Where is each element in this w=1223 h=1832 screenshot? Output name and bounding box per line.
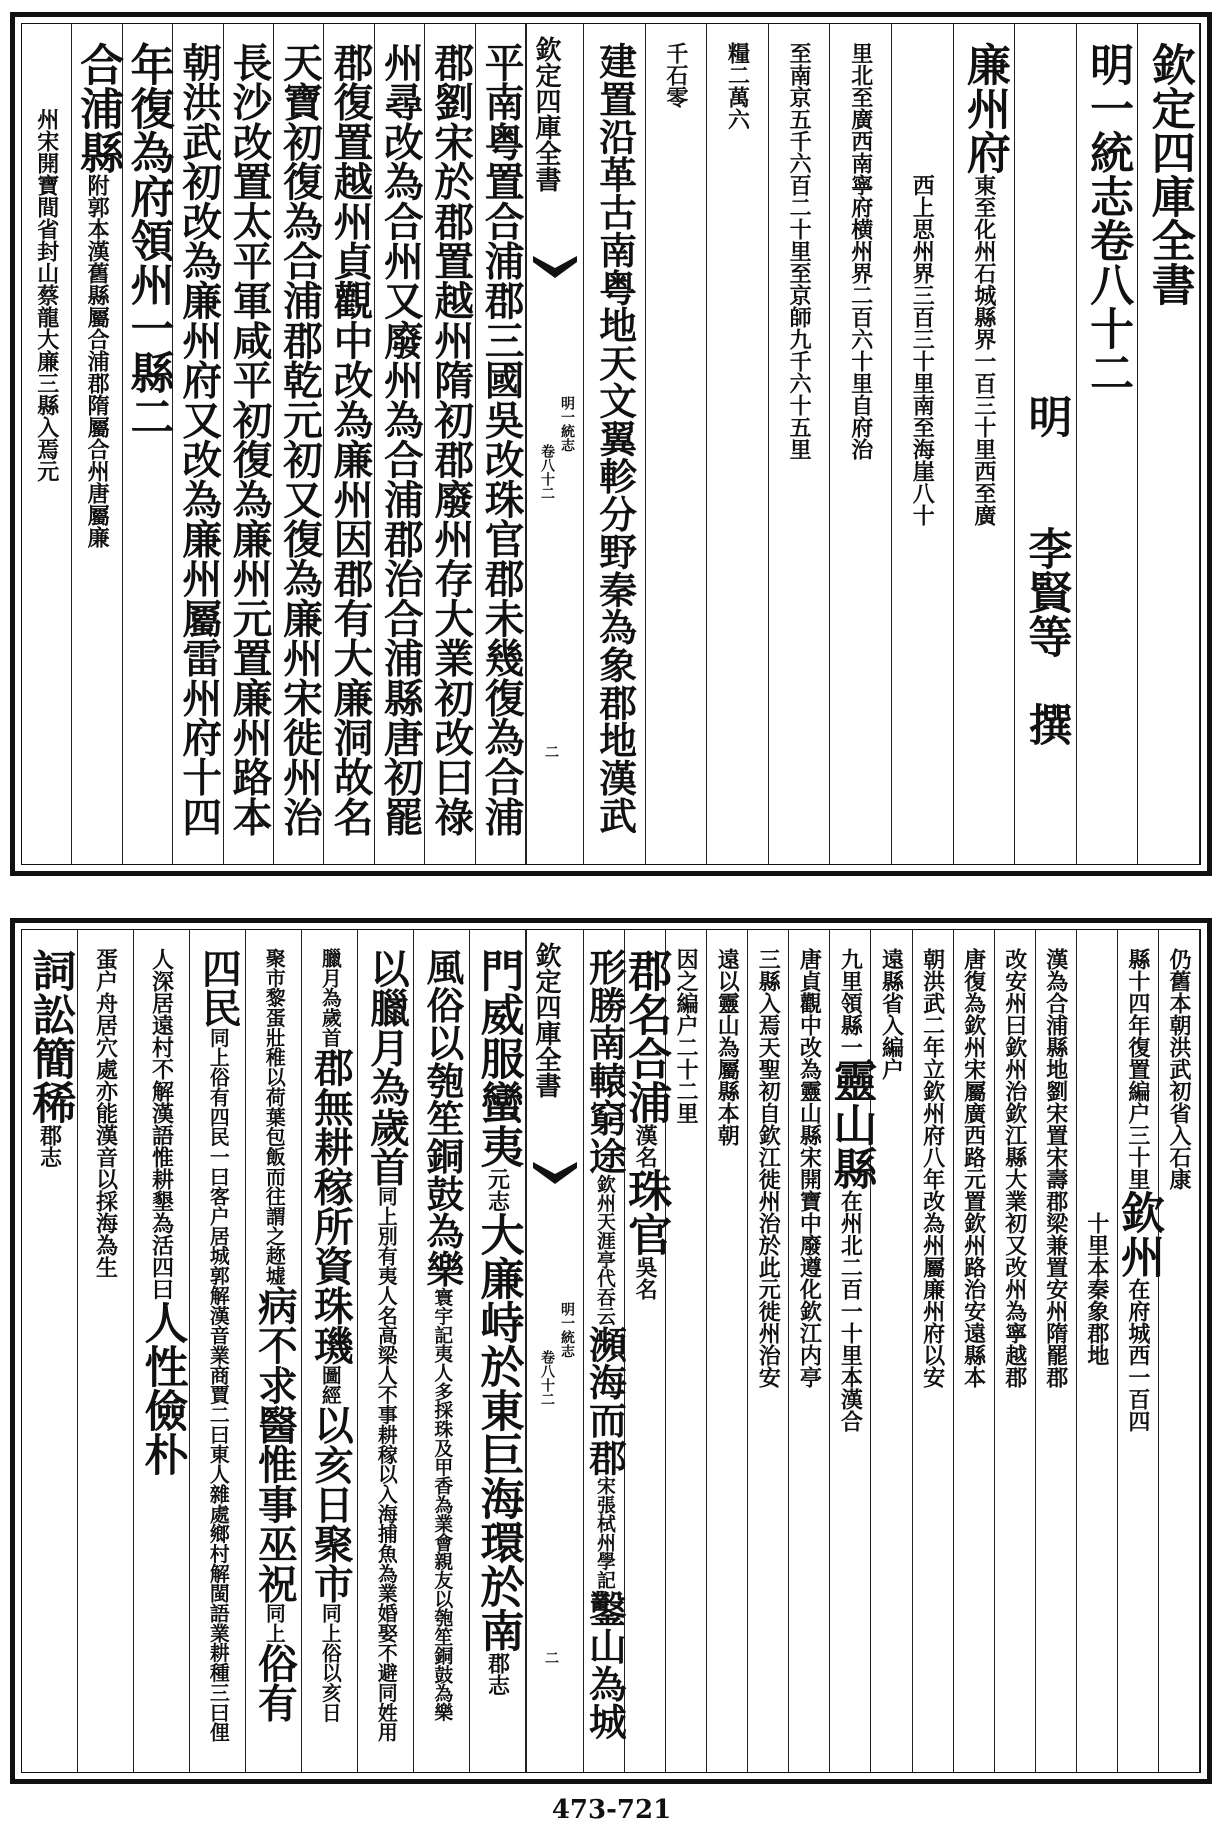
annotation-text: 十里本秦象郡地 <box>1083 948 1110 1366</box>
annotation-text: 欽州天涯亭代吞云 <box>593 1174 616 1326</box>
main-text: 俗有 <box>251 1642 298 1723</box>
main-text: 天寶初復為合浦郡乾元初又復為廉州宋徙州治 <box>276 42 323 837</box>
main-text: 以亥日聚市 <box>307 1404 354 1604</box>
top-text-column <box>1138 24 1200 864</box>
annotation-text: 遠以靈山為屬縣本朝 <box>714 948 741 1146</box>
main-text: 州尋改為合州又廢州為合浦郡治合浦縣唐初罷 <box>377 42 424 837</box>
column-text <box>673 948 700 1124</box>
margin-header: 欽定四庫全書 <box>531 942 561 1098</box>
main-text: 朝洪武初改為廉州府又改為廉州屬雷州府十四 <box>175 42 222 837</box>
column-text <box>33 42 60 482</box>
main-text: 四民 <box>195 948 242 1028</box>
column-text <box>796 948 823 1388</box>
top-text-column <box>72 24 122 864</box>
column-text <box>786 42 813 460</box>
main-text: 風俗以匏笙銅鼓為樂 <box>420 948 465 1288</box>
column-text <box>363 948 410 1743</box>
column-text <box>72 42 124 548</box>
main-text: 郡劉宋於郡置越州隋初郡廢州存大業初改曰祿 <box>427 42 474 837</box>
bottom-text-column <box>22 930 78 1772</box>
main-text: 長沙改置太平軍咸平初復為廉州元置廉州路本 <box>226 42 273 837</box>
margin-page-number: 二 <box>545 1651 559 1667</box>
column-text <box>276 42 323 837</box>
annotation-text: 漢為合浦縣地劉宋置宋壽郡梁兼置安州隋罷郡 <box>1042 948 1069 1388</box>
column-text <box>847 42 874 460</box>
margin-volume: 卷八十二 <box>539 1350 555 1406</box>
margin-header: 欽定四庫全書 <box>531 36 561 192</box>
annotation-text: 同上 <box>262 1603 287 1643</box>
column-text <box>92 948 119 1278</box>
column-text <box>755 948 782 1388</box>
column-text <box>122 42 174 438</box>
top-text-column <box>476 24 526 864</box>
annotation-text: 圖經 <box>318 1364 343 1405</box>
main-text: 珠官 <box>620 1168 672 1256</box>
main-text: 郡復置越州貞觀中改為廉州因郡有大廉洞故名 <box>326 42 373 837</box>
top-text-column <box>375 24 425 864</box>
column-text <box>1001 948 1028 1388</box>
main-text: 形勝南轅窮途 <box>582 948 627 1175</box>
column-text <box>1042 948 1069 1388</box>
bottom-text-column <box>748 930 789 1772</box>
annotation-text: 元志 <box>484 1168 511 1212</box>
main-text: 欽州 <box>1112 1190 1164 1278</box>
annotation-text: 因之編户二十二里 <box>673 948 700 1124</box>
annotation-text: 縣十四年復置編户三十里 <box>1124 948 1151 1190</box>
annotation-text: 朝洪武二年立欽州府八年改為州屬廉州府以安 <box>919 948 946 1388</box>
column-text <box>226 42 273 837</box>
annotation-text: 聚市黎蛋壯稚以荷葉包飯而往謂之趂墟 <box>262 948 287 1286</box>
column-text <box>958 42 1010 526</box>
margin-volume: 卷八十二 <box>539 444 555 500</box>
main-text: 瀕海而郡 <box>582 1325 627 1477</box>
top-text-column <box>123 24 173 864</box>
column-text <box>427 42 474 837</box>
column-text <box>724 42 751 130</box>
main-text: 郡名合浦 <box>620 948 672 1124</box>
bottom-text-column <box>620 930 672 1772</box>
main-text: 病不求醫惟事巫祝 <box>251 1285 298 1604</box>
column-text <box>24 948 76 1168</box>
column-text <box>1020 42 1072 746</box>
annotation-text: 在府城西一百四 <box>1124 1278 1151 1432</box>
bottom-text-column <box>302 930 358 1772</box>
column-text <box>195 948 242 1743</box>
bottom-text-column <box>584 930 625 1772</box>
annotation-text: 漢名 <box>632 1124 659 1168</box>
main-text: 明 李賢等 撰 <box>1020 42 1072 746</box>
annotation-text: 千石零 <box>662 42 689 108</box>
top-text-column <box>425 24 475 864</box>
center-margin-strip <box>526 24 584 864</box>
top-text-column <box>324 24 374 864</box>
annotation-text: 同上別有夷人名高梁人不事耕稼以入海捕魚為業婚娶不避同姓用 <box>374 1186 399 1743</box>
top-text-column <box>707 24 769 864</box>
annotation-text: 三縣入焉天聖初自欽江徙州治於此元徙州治安 <box>755 948 782 1388</box>
annotation-text: 宋張栻州學記 <box>593 1476 616 1590</box>
main-text: 郡無耕稼所資珠璣 <box>307 1047 354 1365</box>
column-text <box>307 948 354 1723</box>
column-text <box>662 42 689 108</box>
bottom-text-column <box>789 930 830 1772</box>
column-text <box>420 948 465 1722</box>
annotation-text: 里北至廣西南寧府横州界二百六十里自府治 <box>847 42 874 460</box>
top-text-column <box>274 24 324 864</box>
bottom-text-column <box>78 930 134 1772</box>
bottom-text-column <box>134 930 190 1772</box>
main-text: 合浦縣 <box>72 42 124 174</box>
column-text <box>620 948 672 1300</box>
main-text: 詞訟簡稀 <box>24 948 76 1124</box>
column-text <box>251 948 298 1723</box>
bottom-text-column <box>470 930 526 1772</box>
annotation-text: 西上思州界三百三十里南至海崖八十 <box>909 42 936 526</box>
annotation-text: 同上俗有四民一曰客户居城郭解漢音業商賈二曰東人雜處鄉村解閩語業耕種三曰俚 <box>206 1027 231 1743</box>
top-text-column <box>830 24 892 864</box>
bottom-text-column <box>913 930 954 1772</box>
column-text <box>1165 948 1192 1190</box>
annotation-text: 東至化州石城縣界一百三十里西至廣 <box>970 174 997 526</box>
column-text <box>714 948 741 1146</box>
column-text <box>326 42 373 837</box>
column-text <box>1083 948 1110 1366</box>
bottom-page-frame <box>10 918 1212 1784</box>
bottom-text-column <box>1159 930 1200 1772</box>
bottom-text-column <box>871 930 912 1772</box>
column-text <box>960 948 987 1388</box>
bottom-text-column <box>246 930 302 1772</box>
margin-book-title: 明一統志 <box>559 396 575 452</box>
column-text <box>919 948 946 1388</box>
main-text: 以臘月為歲首 <box>363 948 410 1187</box>
annotation-text: 蛋户舟居穴處亦能漢音以採海為生 <box>92 948 119 1278</box>
annotation-text: 九里領縣一 <box>837 948 864 1058</box>
annotation-text: 在州北二百一十里本漢合 <box>837 1190 864 1432</box>
top-text-column <box>173 24 223 864</box>
column-text <box>136 948 188 1476</box>
annotation-text: 人深居遠村不解漢語惟耕墾為活四曰 <box>148 948 175 1300</box>
bottom-text-column <box>954 930 995 1772</box>
column-text <box>1082 42 1134 394</box>
column-text <box>175 42 222 837</box>
annotation-text: 至南京五千六百二十里至京師九千六十五里 <box>786 42 813 460</box>
column-text <box>593 42 638 835</box>
main-text: 大廉峙於東巨海環於南 <box>472 1212 524 1652</box>
column-text <box>472 948 524 1696</box>
main-text: 靈山縣 <box>825 1058 877 1190</box>
top-text-column <box>954 24 1016 864</box>
annotation-text: 改安州曰欽州治欽江縣大業初又改州為寧越郡 <box>1001 948 1028 1388</box>
bottom-text-column <box>666 930 707 1772</box>
annotation-text: 州宋開寶間省封山蔡龍大廉三縣入焉元 <box>33 42 60 482</box>
bottom-text-column <box>190 930 246 1772</box>
main-text: 廉州府 <box>958 42 1010 174</box>
column-text <box>878 948 905 1080</box>
annotation-text: 唐復為欽州宋屬廣西路元置欽州路治安遠縣本 <box>960 948 987 1388</box>
top-text-column <box>1015 24 1077 864</box>
annotation-text: 唐貞觀中改為靈山縣宋開寶中廢遵化欽江内亭 <box>796 948 823 1388</box>
annotation-text: 附郭本漢舊縣屬合浦郡隋屬合州唐屬廉 <box>84 174 111 548</box>
column-text <box>909 42 936 526</box>
annotation-text: 同上俗以亥日 <box>318 1603 343 1723</box>
bottom-text-column <box>1036 930 1077 1772</box>
margin-book-title: 明一統志 <box>559 1302 575 1358</box>
top-text-column <box>584 24 646 864</box>
center-margin-strip <box>526 930 584 1772</box>
annotation-text: 郡志 <box>484 1652 511 1696</box>
annotation-text: 仍舊本朝洪武初省入石康 <box>1165 948 1192 1190</box>
top-page-inner-border <box>21 23 1201 865</box>
main-text: 鑿山為城 <box>582 1589 627 1741</box>
annotation-text: 郡志 <box>36 1124 63 1168</box>
annotation-text: 遠縣省入編户 <box>878 948 905 1080</box>
fishtail-mark-icon <box>531 1160 579 1190</box>
top-text-column <box>224 24 274 864</box>
page-number: 473-721 <box>551 1795 672 1825</box>
main-text: 門威服蠻夷 <box>472 948 524 1168</box>
annotation-text: 寰宇記夷人多採珠及甲香為業會親友以匏笙銅鼓為樂 <box>431 1287 454 1722</box>
bottom-text-column <box>995 930 1036 1772</box>
bottom-text-column <box>707 930 748 1772</box>
fishtail-mark-icon <box>531 254 579 284</box>
top-text-column <box>22 24 72 864</box>
main-text: 平南粤置合浦郡三國吳改珠官郡未幾復為合浦 <box>478 42 525 837</box>
column-text <box>377 42 424 837</box>
annotation-text: 臘月為歲首 <box>318 948 343 1048</box>
column-text <box>825 948 877 1432</box>
main-text: 人性儉朴 <box>136 1300 188 1476</box>
top-text-column <box>769 24 831 864</box>
bottom-text-column <box>825 930 877 1772</box>
top-text-column <box>1077 24 1139 864</box>
main-text: 明一統志卷八十二 <box>1082 42 1134 394</box>
annotation-text: 吳名 <box>632 1256 659 1300</box>
bottom-text-column <box>1077 930 1118 1772</box>
annotation-text: 糧二萬六 <box>724 42 751 130</box>
main-text: 建置沿革古南粤地天文翼軫分野秦為象郡地漢武 <box>593 42 638 835</box>
main-text: 欽定四庫全書 <box>1143 42 1195 306</box>
column-text <box>1143 42 1195 306</box>
main-text: 年復為府領州一縣二 <box>122 42 174 438</box>
bottom-page-inner-border <box>21 929 1201 1773</box>
margin-page-number: 二 <box>545 745 559 761</box>
column-text <box>478 42 525 837</box>
top-text-column <box>646 24 708 864</box>
bottom-text-column <box>358 930 414 1772</box>
bottom-text-column <box>414 930 470 1772</box>
top-text-column <box>892 24 954 864</box>
column-text <box>1112 948 1164 1432</box>
top-page-frame <box>10 12 1212 876</box>
column-text <box>582 948 627 1741</box>
bottom-text-column <box>1112 930 1164 1772</box>
